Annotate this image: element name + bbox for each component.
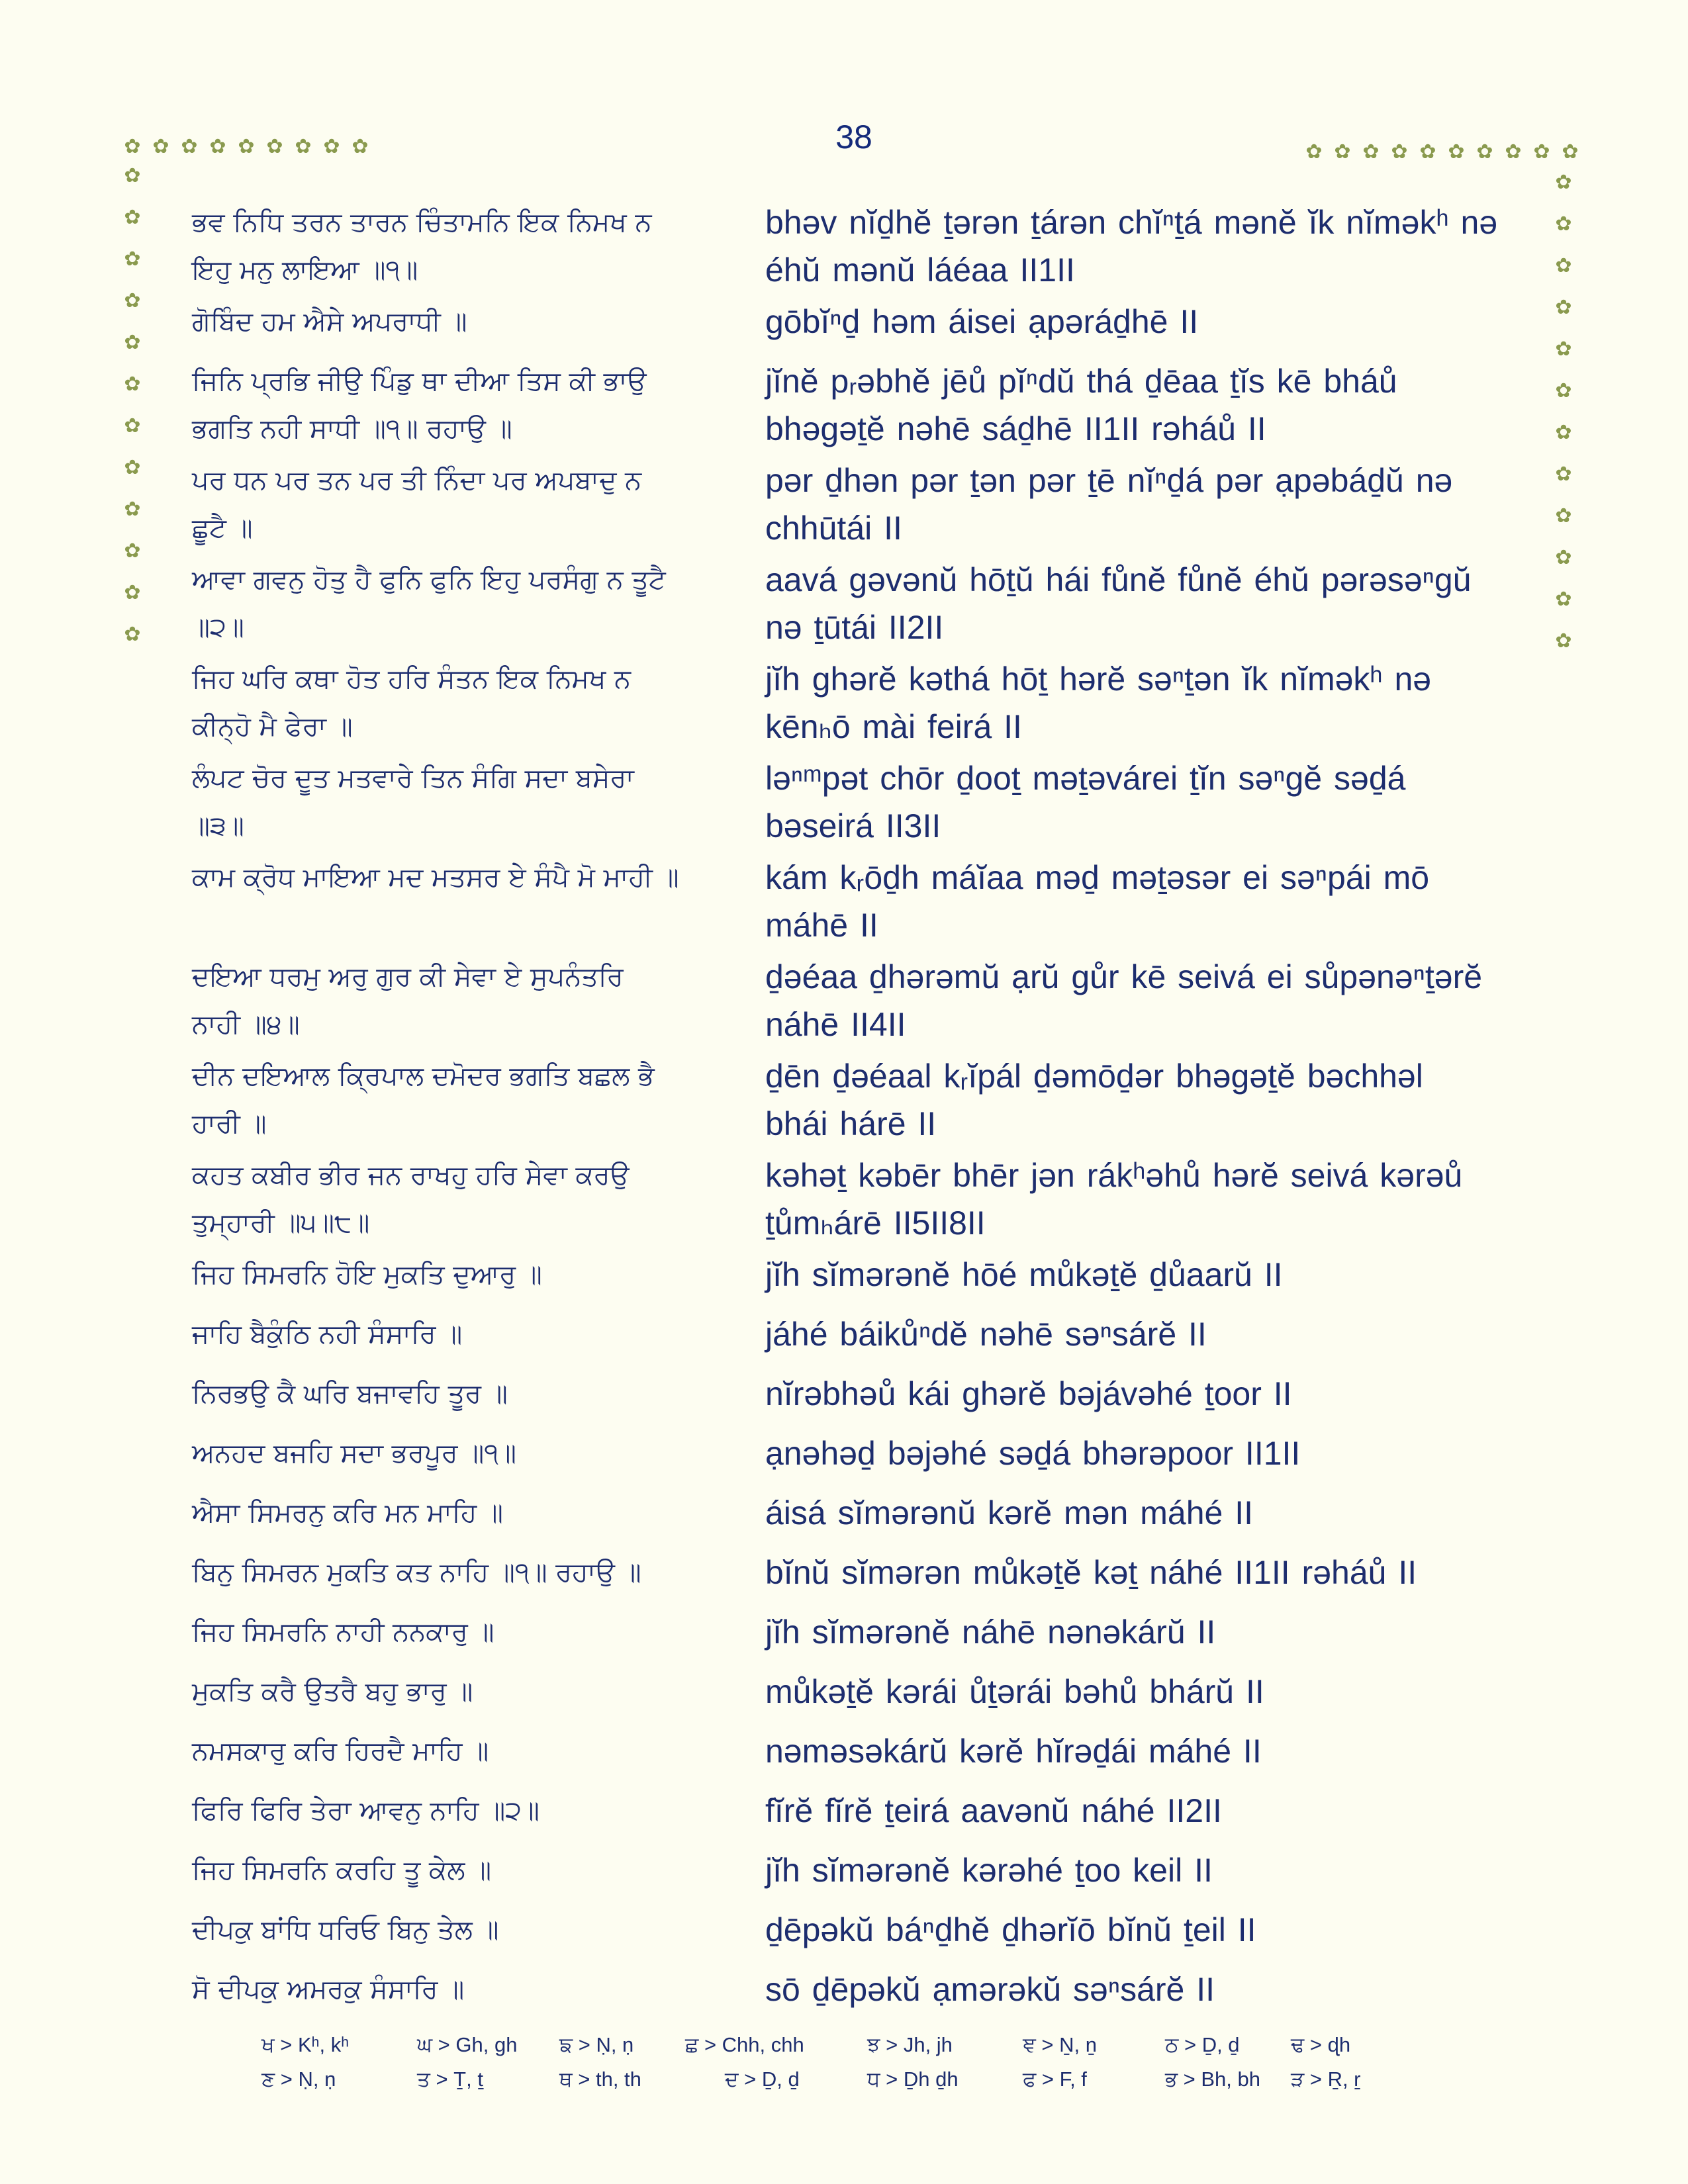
flower-ornament-icon: ✿ — [1555, 379, 1572, 402]
transliteration-line: sō ḏēpəkŭ ạmərəkŭ səⁿsárĕ II — [765, 1971, 1215, 2008]
gurmukhi-line: ਜਿਹ ਘਰਿ ਕਥਾ ਹੋਤ ਹਰਿ ਸੰਤਨ ਇਕ ਨਿਮਖ ਨ ਕੀਨ੍ਹੋ ਮੈ ਫੇਰਾ ॥ — [192, 664, 632, 742]
transliteration-line: bĭnŭ sĭmərən můkəṯĕ kəṯ náhé II1II rəháů II — [765, 1554, 1417, 1591]
flower-ornament-icon: ✿ — [352, 135, 369, 158]
gurmukhi-line: ਨਮਸਕਾਰੁ ਕਰਿ ਹਿਰਦੈ ਮਾਹਿ ॥ — [192, 1736, 489, 1766]
legend-item: ਝ > Jh, jh — [867, 2033, 953, 2056]
flower-ornament-icon: ✿ — [124, 289, 141, 312]
gurmukhi-line: ਮੁਕਤਿ ਕਰੈ ਉਤਰੈ ਬਹੁ ਭਾਰੁ ॥ — [192, 1676, 473, 1707]
flower-ornament-icon: ✿ — [1555, 504, 1572, 527]
legend-item: ਙ > Ṇ, ṇ — [559, 2033, 634, 2056]
gurmukhi-line: ਦਇਆ ਧਰਮੁ ਅਰੁ ਗੁਰ ਕੀ ਸੇਵਾ ਏ ਸੁਪਨੰਤਰਿ ਨਾਹੀ ॥੪॥ — [192, 962, 624, 1040]
gurmukhi-line: ਸੋ ਦੀਪਕੁ ਅਮਰਕੁ ਸੰਸਾਰਿ ॥ — [192, 1974, 465, 2005]
flower-ornament-icon: ✿ — [209, 135, 226, 158]
flower-ornament-icon: ✿ — [1555, 629, 1572, 653]
gurmukhi-line: ਕਾਮ ਕ੍ਰੋਧ ਮਾਇਆ ਮਦ ਮਤਸਰ ਏ ਸੰਪੈ ਮੋ ਮਾਹੀ ॥ — [192, 862, 679, 893]
legend-item: ਣ > Ṇ, ṇ — [261, 2068, 336, 2091]
transliteration-line: gōbĭⁿḏ həm áisei ạpəráḏhē II — [765, 303, 1199, 340]
flower-ornament-icon: ✿ — [1476, 140, 1493, 163]
flower-ornament-icon: ✿ — [1391, 140, 1408, 163]
legend-item: ਭ > Bh, bh — [1165, 2068, 1260, 2091]
transliteration-line: bhəv nĭḏhĕ ṯərən ṯárən chĭⁿṯá mənĕ ĭk nĭməkʰ nə éhŭ mənŭ láéaa II1II — [765, 204, 1498, 289]
flower-ornament-icon: ✿ — [1555, 171, 1572, 194]
flower-ornament-icon: ✿ — [266, 135, 283, 158]
flower-ornament-icon: ✿ — [124, 498, 141, 521]
flower-ornament-icon: ✿ — [124, 135, 141, 158]
flower-ornament-icon: ✿ — [1305, 140, 1323, 163]
flower-ornament-icon: ✿ — [124, 206, 141, 229]
flower-ornament-icon: ✿ — [1555, 254, 1572, 277]
gurmukhi-line: ਫਿਰਿ ਫਿਰਿ ਤੇਰਾ ਆਵਨੁ ਨਾਹਿ ॥੨॥ — [192, 1796, 540, 1826]
gurmukhi-line: ਬਿਨੁ ਸਿਮਰਨ ਮੁਕਤਿ ਕਤ ਨਾਹਿ ॥੧॥ ਰਹਾਉ ॥ — [192, 1557, 641, 1588]
transliteration-line: jáhé báikůⁿdĕ nəhē səⁿsárĕ II — [765, 1316, 1207, 1353]
flower-ornament-icon: ✿ — [124, 331, 141, 354]
flower-ornament-icon: ✿ — [1555, 546, 1572, 569]
legend-item: ੜ > Ṟ, ṟ — [1291, 2068, 1361, 2091]
transliteration-line: jĭnĕ pᵣəbhĕ jēů pĭⁿdŭ thá ḏēaa ṯĭs kē bháů bhəgəṯĕ nəhē sáḏhē II1II rəháů II — [765, 363, 1397, 447]
gurmukhi-line: ਨਿਰਭਉ ਕੈ ਘਰਿ ਬਜਾਵਹਿ ਤੂਰ ॥ — [192, 1379, 508, 1409]
page-number: 38 — [835, 118, 872, 156]
transliteration-line: pər ḏhən pər ṯən pər ṯē nĭⁿḏá pər ạpəbáḏŭ nə chhūtái II — [765, 462, 1453, 547]
transliteration-line: ḏēpəkŭ báⁿḏhĕ ḏhərĭō bĭnŭ ṯeil II — [765, 1911, 1256, 1948]
transliteration-line: nĭrəbhəů kái ghərĕ bəjávəhé ṯoor II — [765, 1375, 1292, 1412]
gurmukhi-line: ਭਵ ਨਿਧਿ ਤਰਨ ਤਾਰਨ ਚਿੰਤਾਮਨਿ ਇਕ ਨਿਮਖ ਨ ਇਹੁ ਮਨੁ ਲਾਇਆ ॥੧॥ — [192, 207, 652, 285]
flower-ornament-icon: ✿ — [1555, 421, 1572, 444]
gurmukhi-line: ਜਿਨਿ ਪ੍ਰਭਿ ਜੀਉ ਪਿੰਡੁ ਥਾ ਦੀਆ ਤਿਸ ਕੀ ਭਾਉ ਭਗਤਿ ਨਹੀ ਸਾਧੀ ॥੧॥ ਰਹਾਉ ॥ — [192, 366, 647, 444]
gurmukhi-line: ਅਨਹਦ ਬਜਹਿ ਸਦਾ ਭਰਪੂਰ ॥੧॥ — [192, 1438, 516, 1469]
flower-ornament-icon: ✿ — [152, 135, 169, 158]
flower-ornament-icon: ✿ — [124, 164, 141, 187]
flower-ornament-icon: ✿ — [124, 581, 141, 604]
flower-ornament-icon: ✿ — [1555, 296, 1572, 319]
flower-ornament-icon: ✿ — [1555, 212, 1572, 236]
flower-ornament-icon: ✿ — [295, 135, 312, 158]
flower-ornament-icon: ✿ — [124, 623, 141, 646]
flower-ornament-icon: ✿ — [323, 135, 340, 158]
flower-ornament-icon: ✿ — [238, 135, 255, 158]
transliteration-line: jĭh sĭmərənĕ náhē nənəkárŭ II — [765, 1614, 1216, 1651]
legend-row — [0, 2068, 1688, 2098]
transliteration-line: áisá sĭmərənŭ kərĕ mən máhé II — [765, 1494, 1253, 1531]
gurmukhi-line: ਜਿਹ ਸਿਮਰਨਿ ਕਰਹਿ ਤੂ ਕੇਲ ॥ — [192, 1855, 492, 1886]
flower-ornament-icon: ✿ — [124, 248, 141, 271]
transliteration-line: aavá gəvənŭ hōṯŭ hái fůnĕ fůnĕ éhŭ pərəsəⁿgŭ nə ṯūtái II2II — [765, 561, 1472, 646]
legend-item: ਥ > th, th — [559, 2068, 641, 2091]
transliteration-line: jĭh sĭmərənĕ hōé můkəṯĕ ḏůaarŭ II — [765, 1256, 1283, 1293]
flower-ornament-icon: ✿ — [1555, 463, 1572, 486]
gurmukhi-line: ਜਾਹਿ ਬੈਕੁੰਠਿ ਨਹੀ ਸੰਸਾਰਿ ॥ — [192, 1319, 463, 1349]
legend-item: ਦ > Ḏ, ḏ — [725, 2068, 800, 2091]
gurmukhi-line: ਪਰ ਧਨ ਪਰ ਤਨ ਪਰ ਤੀ ਨਿੰਦਾ ਪਰ ਅਪਬਾਦੁ ਨ ਛੂਟੈ ॥ — [192, 465, 642, 543]
gurmukhi-line: ਐਸਾ ਸਿਮਰਨੁ ਕਰਿ ਮਨ ਮਾਹਿ ॥ — [192, 1498, 504, 1528]
gurmukhi-line: ਦੀਪਕੁ ਬਾਂਧਿ ਧਰਿਓ ਬਿਨੁ ਤੇਲ ॥ — [192, 1915, 499, 1945]
gurmukhi-line: ਲੰਪਟ ਚੋਰ ਦੂਤ ਮਤਵਾਰੇ ਤਿਨ ਸੰਗਿ ਸਦਾ ਬਸੇਰਾ ॥੩॥ — [192, 763, 634, 841]
legend-item: ਖ > Kʰ, kʰ — [261, 2033, 350, 2056]
transliteration-line: jĭh sĭmərənĕ kərəhé ṯoo keil II — [765, 1852, 1213, 1889]
transliteration-line: kám kᵣōḏh máĭaa məḏ məṯəsər ei səⁿpái mō máhē II — [765, 859, 1430, 944]
transliteration-line: nəməsəkárŭ kərĕ hĭrəḏái máhé II — [765, 1733, 1262, 1770]
legend-row — [0, 2033, 1688, 2064]
flower-ornament-icon: ✿ — [1362, 140, 1380, 163]
flower-ornament-icon: ✿ — [1334, 140, 1351, 163]
legend-item: ਛ > Chh, chh — [685, 2033, 804, 2056]
gurmukhi-line: ਆਵਾ ਗਵਨੁ ਹੋਤੁ ਹੈ ਫੁਨਿ ਫੁਨਿ ਇਹੁ ਪਰਸੰਗੁ ਨ ਤੂਟੈ ॥੨॥ — [192, 565, 666, 643]
flower-ornament-icon: ✿ — [124, 414, 141, 437]
legend-item: ਠ > Ḏ, ḏ — [1165, 2033, 1240, 2056]
flower-ornament-icon: ✿ — [1555, 588, 1572, 611]
legend-item: ਤ > Ṯ, ṯ — [417, 2068, 483, 2091]
transliteration-line: kəhəṯ kəbēr bhēr jən rákʰəhů hərĕ seivá kərəů ṯůmₕárē II5II8II — [765, 1157, 1463, 1242]
flower-ornament-icon: ✿ — [1562, 140, 1579, 163]
flower-ornament-icon: ✿ — [124, 373, 141, 396]
transliteration-line: ḏəéaa ḏhərəmŭ ạrŭ gůr kē seivá ei sůpənəⁿṯərĕ náhē II4II — [765, 958, 1483, 1043]
flower-ornament-icon: ✿ — [1448, 140, 1465, 163]
flower-ornament-icon: ✿ — [124, 539, 141, 563]
transliteration-line: ləⁿᵐpət chōr ḏooṯ məṯəvárei ṯĭn səⁿgĕ səḏá bəseirá II3II — [765, 760, 1406, 844]
legend-item: ਘ > Gh, gh — [417, 2033, 518, 2056]
gurmukhi-line: ਦੀਨ ਦਇਆਲ ਕ੍ਰਿਪਾਲ ਦਮੋਦਰ ਭਗਤਿ ਬਛਲ ਭੈ ਹਾਰੀ ॥ — [192, 1061, 655, 1139]
transliteration-line: fĭrĕ fĭrĕ ṯeirá aavənŭ náhé II2II — [765, 1792, 1222, 1829]
flower-ornament-icon: ✿ — [1505, 140, 1522, 163]
gurmukhi-line: ਜਿਹ ਸਿਮਰਨਿ ਨਾਹੀ ਨਨਕਾਰੁ ॥ — [192, 1617, 494, 1647]
gurmukhi-line: ਜਿਹ ਸਿਮਰਨਿ ਹੋਇ ਮੁਕਤਿ ਦੁਆਰੁ ॥ — [192, 1259, 542, 1290]
flower-ornament-icon: ✿ — [1555, 338, 1572, 361]
transliteration-line: můkəṯĕ kərái ůṯərái bəhů bhárŭ II — [765, 1673, 1264, 1710]
gurmukhi-line: ਗੋਬਿੰਦ ਹਮ ਐਸੇ ਅਪਰਾਧੀ ॥ — [192, 306, 467, 337]
legend-item: ਢ > ɖh — [1291, 2033, 1351, 2056]
flower-ornament-icon: ✿ — [124, 456, 141, 479]
transliteration-line: ḏēn ḏəéaal kᵣĭpál ḏəmōḏər bhəgəṯĕ bəchhəl bhái hárē II — [765, 1058, 1423, 1142]
transliteration-line: jĭh ghərĕ kəthá hōṯ hərĕ səⁿṯən ĭk nĭməkʰ nə kēnₕō mài feirá II — [765, 660, 1432, 745]
legend-item: ਧ > Ḏh ḏh — [867, 2068, 959, 2091]
flower-ornament-icon: ✿ — [181, 135, 198, 158]
gurmukhi-line: ਕਹਤ ਕਬੀਰ ਭੀਰ ਜਨ ਰਾਖਹੁ ਹਰਿ ਸੇਵਾ ਕਰਉ ਤੁਮ੍ਹਾਰੀ ॥੫॥੮॥ — [192, 1160, 630, 1238]
transliteration-line: ạnəhəḏ bəjəhé səḏá bhərəpoor II1II — [765, 1435, 1301, 1472]
legend-item: ਞ > Ṉ, ṉ — [1023, 2033, 1097, 2056]
flower-ornament-icon: ✿ — [1419, 140, 1436, 163]
legend-item: ਫ > F, f — [1023, 2068, 1087, 2091]
flower-ornament-icon: ✿ — [1533, 140, 1550, 163]
